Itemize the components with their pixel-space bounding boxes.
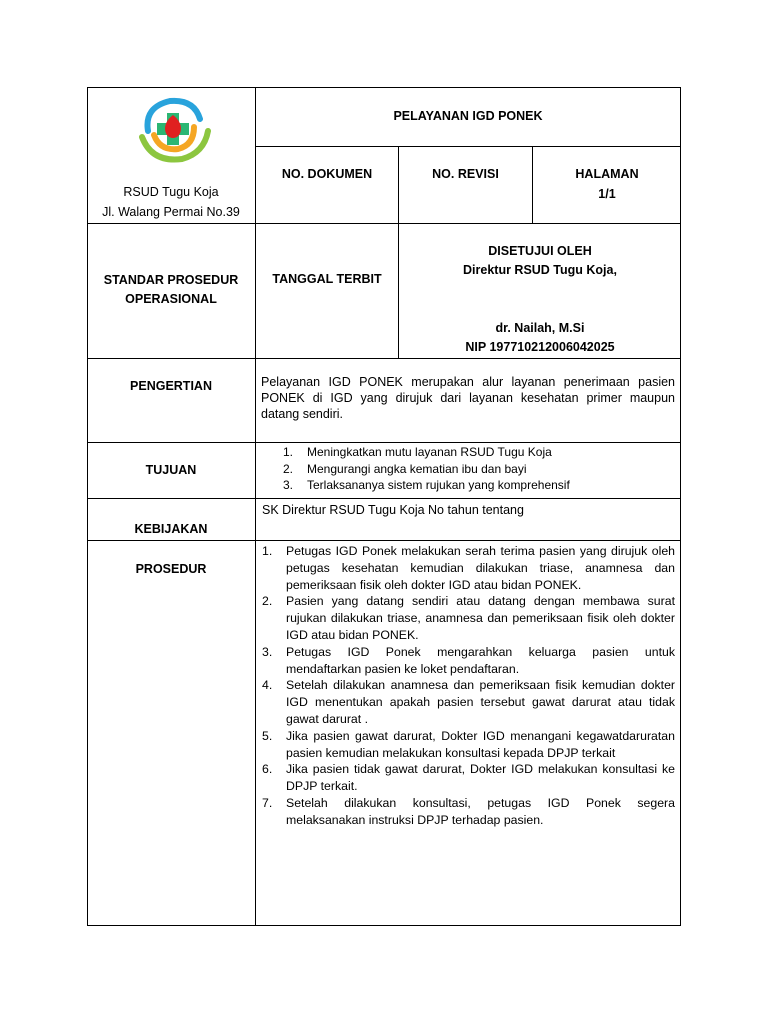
list-item: 2. Pasien yang datang sendiri atau datang dengan membawa surat rujukan dilakukan triase, anamnesa dan pemeriksaan fisik oleh dokter IGD atau bidan PONEK.: [262, 594, 675, 642]
disetujui-label: DISETUJUI OLEH: [488, 244, 592, 258]
approver-nip: NIP 197710212006042025: [465, 340, 615, 354]
halaman-label: HALAMAN: [575, 167, 639, 181]
hospital-address: Jl. Walang Permai No.39: [102, 205, 240, 219]
approver-name: dr. Nailah, M.Si: [495, 321, 585, 335]
hospital-name: RSUD Tugu Koja: [123, 185, 219, 199]
sop-label-line2: OPERASIONAL: [125, 292, 217, 306]
list-item: 1. Petugas IGD Ponek melakukan serah terima pasien yang dirujuk oleh petugas kesehatan kemudian dilakukan triase, anamnesa dan pemeriksaan fisik oleh dokter IGD atau bidan PONEK.: [262, 544, 675, 592]
list-item: 6. Jika pasien tidak gawat darurat, Dokter IGD melakukan konsultasi ke DPJP terkait.: [262, 762, 675, 794]
list-item: 5. Jika pasien gawat darurat, Dokter IGD menangani kegawatdaruratan pasien kemudian melakukan konsultasi kepada DPJP terkait: [262, 728, 675, 760]
approver-title: Direktur RSUD Tugu Koja,: [463, 263, 617, 277]
tanggal-terbit-label: TANGGAL TERBIT: [272, 272, 382, 286]
halaman-value: 1/1: [598, 187, 616, 201]
prosedur-label: PROSEDUR: [135, 562, 207, 576]
sop-label-line1: STANDAR PROSEDUR: [103, 273, 239, 287]
no-revisi-label: NO. REVISI: [432, 167, 499, 181]
list-item: 4. Setelah dilakukan anamnesa dan pemeriksaan fisik kemudian dokter IGD menentukan apakah pasien tersebut gawat darurat atau tidak gawat darurat .: [262, 678, 675, 726]
tujuan-list: [283, 444, 675, 494]
row-divider-tujuan: [87, 498, 681, 499]
row-divider-header: [87, 223, 681, 224]
doc-title: PELAYANAN IGD PONEK: [393, 109, 543, 123]
pengertian-text: Pelayanan IGD PONEK merupakan alur layanan penerimaan pasien PONEK di IGD yang dirujuk dari layanan kesehatan primer maupun datang sendiri.: [261, 375, 675, 421]
list-item: 3. Petugas IGD Ponek mengarahkan keluarga pasien untuk mendaftarkan pasien ke loket pendaftaran.: [262, 644, 675, 676]
hospital-logo-icon: [134, 93, 214, 165]
tujuan-label: TUJUAN: [145, 463, 197, 477]
row-divider-title: [255, 146, 681, 147]
list-item: 1. Meningkatkan mutu layanan RSUD Tugu Koja: [283, 445, 552, 459]
prosedur-list: [262, 543, 675, 829]
row-divider-kebijakan: [87, 540, 681, 541]
row-divider-pengertian: [87, 442, 681, 443]
no-dokumen-label: NO. DOKUMEN: [281, 167, 373, 181]
col-divider-main: [255, 87, 256, 926]
pengertian-label: PENGERTIAN: [130, 379, 212, 393]
list-item: 2. Mengurangi angka kematian ibu dan bayi: [283, 461, 527, 476]
kebijakan-label: KEBIJAKAN: [134, 522, 208, 536]
row-divider-sop: [87, 358, 681, 359]
kebijakan-text: SK Direktur RSUD Tugu Koja No tahun tentang: [262, 503, 524, 517]
col-divider-halaman: [532, 146, 533, 223]
list-item: 7. Setelah dilakukan konsultasi, petugas IGD Ponek segera melaksanakan instruksi DPJP terhadap pasien.: [262, 795, 675, 827]
list-item: 3. Terlaksananya sistem rujukan yang komprehensif: [283, 478, 570, 492]
